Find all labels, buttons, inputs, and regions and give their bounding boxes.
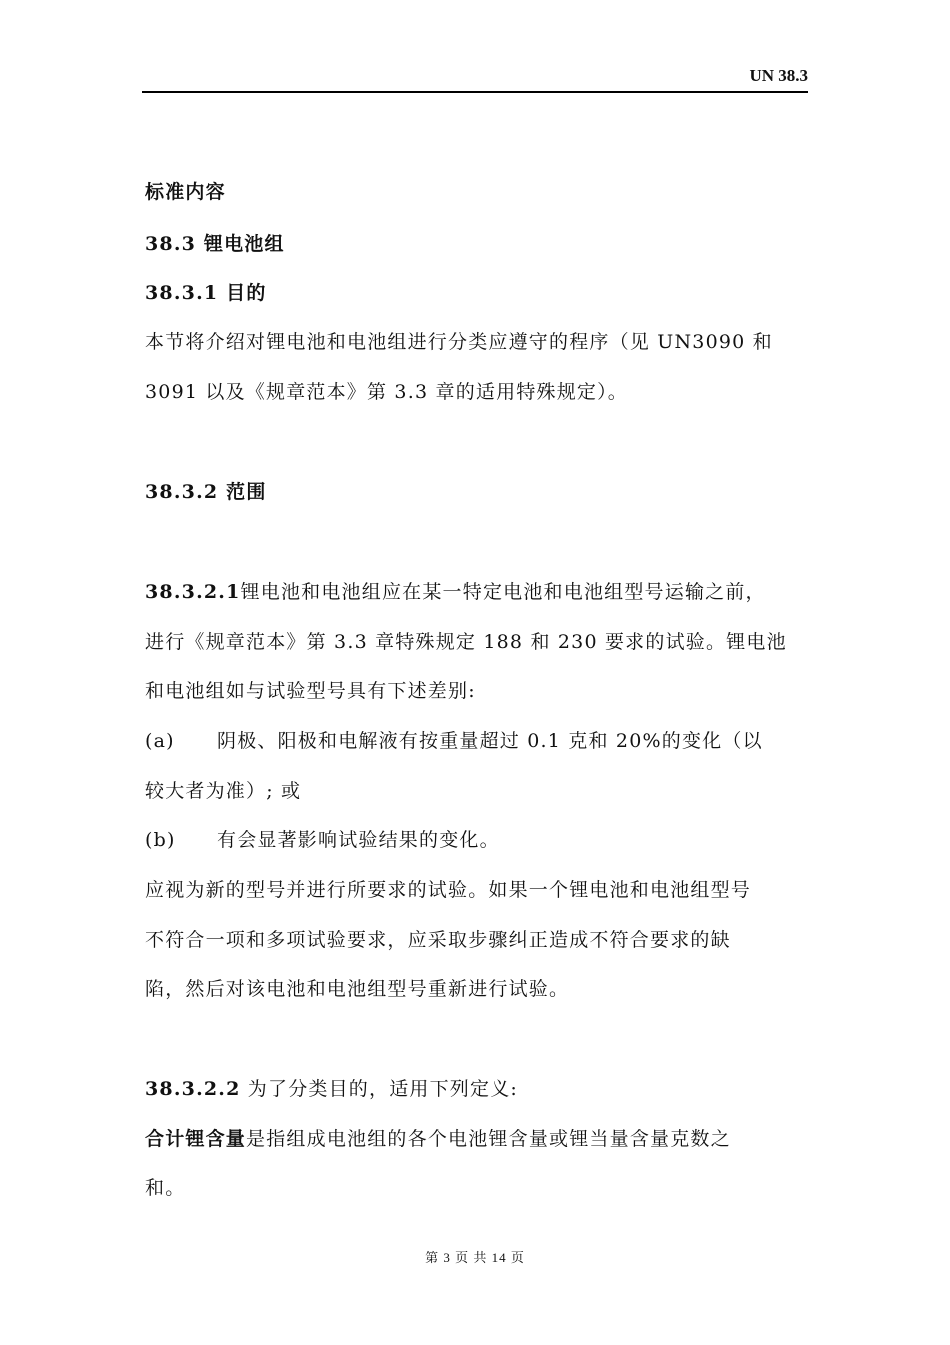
paragraph-scope-line-2: 进行《规章范本》第 3.3 章特殊规定 188 和 230 要求的试验。锂电池 (145, 631, 787, 653)
heading-38-3-2: 38.3.2 范围 (145, 481, 267, 503)
page-number-footer: 第 3 页 共 14 页 (425, 1250, 525, 1265)
paragraph-purpose-line-2: 3091 以及《规章范本》第 3.3 章的适用特殊规定）。 (145, 381, 628, 403)
paragraph-definitions-intro (145, 1074, 807, 1101)
paragraph-new-type-line-3: 陷，然后对该电池和电池组型号重新进行试验。 (145, 978, 570, 1000)
heading-38-3-1: 38.3.1 目的 (145, 282, 267, 304)
paragraph-scope-line-1 (145, 577, 807, 604)
clause-number-38-3-2-2: 38.3.2.2 (145, 1078, 241, 1100)
paragraph-purpose-line-1: 本节将介绍对锂电池和电池组进行分类应遵守的程序（见 UN3090 和 (145, 331, 773, 353)
document-header-title: UN 38.3 (749, 66, 808, 85)
paragraph-new-type-line-2: 不符合一项和多项试验要求，应采取步骤纠正造成不符合要求的缺 (145, 929, 731, 951)
clause-text: 为了分类目的，适用下列定义: (247, 1078, 518, 1100)
definition-text: 是指组成电池组的各个电池锂含量或锂当量含量克数之 (246, 1128, 731, 1150)
paragraph-new-type-line-1: 应视为新的型号并进行所要求的试验。如果一个锂电池和电池组型号 (145, 879, 752, 901)
list-item-b (145, 825, 807, 852)
heading-38-3: 38.3 锂电池组 (145, 233, 285, 255)
definition-line-1 (145, 1124, 807, 1151)
list-item-a (145, 726, 807, 753)
list-item-a-text: 阴极、阳极和电解液有按重量超过 0.1 克和 20%的变化（以 (217, 730, 763, 752)
list-marker-b: (b) (145, 829, 176, 851)
header-divider (142, 91, 808, 93)
list-item-a-continuation: 较大者为准）; 或 (145, 780, 302, 802)
paragraph-scope-line-3: 和电池组如与试验型号具有下述差别: (145, 680, 476, 702)
list-marker-a: (a) (145, 730, 175, 752)
definition-term: 合计锂含量 (145, 1128, 247, 1150)
list-item-b-text: 有会显著影响试验结果的变化。 (217, 829, 500, 851)
clause-text: 锂电池和电池组应在某一特定电池和电池组型号运输之前， (240, 581, 766, 603)
section-title: 标准内容 (145, 181, 226, 203)
definition-line-2: 和。 (145, 1177, 186, 1199)
clause-number-38-3-2-1: 38.3.2.1 (145, 581, 241, 603)
